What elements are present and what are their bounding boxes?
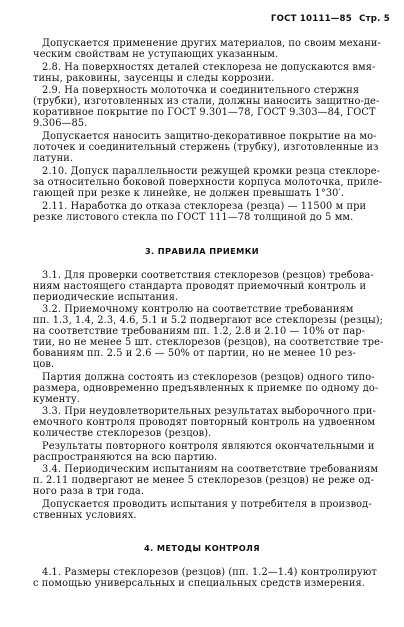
text-line: 3.4. Периодическим испытаниям на соответствие требованиям — [42, 464, 379, 475]
text-line: ниям настоящего стандарта проводят приемочный контроль и — [33, 281, 367, 292]
text-line: лоточек и соединительный стержень (трубку), изготовленные из — [33, 142, 379, 153]
section-heading: 4. МЕТОДЫ КОНТРОЛЯ — [144, 543, 260, 553]
text-line: бованиям пп. 2.5 и 2.6 — 50% от партии, но не менее 10 рез- — [33, 348, 356, 359]
text-line: п. 2.11 подвергают не менее 5 стеклорезов (резцов) не реже од- — [33, 475, 374, 486]
text-line: Допускается наносить защитно-декоративное покрытие на мо- — [42, 131, 377, 142]
text-line: (трубки), изготовленных из стали, должны наносить защитно-де- — [33, 96, 380, 107]
text-line: гающей при резке к линейке, не должен превышать 1°30′. — [33, 188, 345, 199]
text-line: Партия должна состоять из стеклорезов (резцов) одного типо- — [42, 372, 375, 383]
text-line: 4.1. Размеры стеклорезов (резцов) (пп. 1.2—1.4) контролируют — [42, 567, 377, 578]
page-header — [267, 14, 390, 24]
text-line: латуни. — [33, 153, 74, 164]
text-line: на соответствие требованиям пп. 1.2, 2.8 и 2.10 — 10% от пар- — [33, 326, 366, 337]
text-line: 2.11. Наработка до отказа стеклореза (резца) — 11500 м при — [42, 201, 367, 212]
text-line: 2.8. На поверхностях деталей стеклореза не допускаются вмя- — [42, 62, 376, 73]
text-line: 2.9. На поверхность молоточка и соединительного стержня — [42, 85, 360, 96]
text-line: периодические испытания. — [33, 292, 179, 303]
text-line: с помощью универсальных и специальных средств измерения. — [33, 578, 365, 589]
text-line: 3.1. Для проверки соответствия стеклорезов (резцов) требова- — [42, 270, 374, 281]
text-line: емочного контроля проводят повторный контроль на удвоенном — [33, 417, 376, 428]
text-line: размера, одновременно предъявленных к приемке по одному до- — [33, 383, 379, 394]
page-number: Стр. 5 — [359, 14, 390, 24]
text-line: ного раза в три года. — [33, 486, 145, 497]
text-line: 3.2. Приемочному контролю на соответствие требованиям — [42, 304, 354, 315]
text-line: 9.306—85. — [33, 118, 88, 129]
text-line: ственных условиях. — [33, 510, 137, 521]
text-line: пп. 1.3, 1.4, 2.3, 4.6, 5.1 и 5.2 подвергают все стеклорезы (резцы); — [33, 315, 384, 326]
text-line: тины, раковины, заусенцы и следы коррозии. — [33, 73, 275, 84]
text-line: 3.3. При неудовлетворительных результатах выборочного при- — [42, 406, 376, 417]
text-line: Результаты повторного контроля являются окончательными и — [42, 441, 375, 452]
text-line: резке листового стекла по ГОСТ 111—78 толщиной до 5 мм. — [33, 212, 354, 223]
text-line: Допускается проводить испытания у потребителя в производ- — [42, 499, 372, 510]
section-heading: 3. ПРАВИЛА ПРИЕМКИ — [144, 246, 260, 256]
text-line: тии, но не менее 5 шт. стеклорезов (резцов), на соответствие тре- — [33, 337, 384, 348]
text-line: Допускается применение других материалов, по своим механи- — [42, 38, 381, 49]
text-line: количестве стеклорезов (резцов). — [33, 428, 212, 439]
text-line: коративное покрытие по ГОСТ 9.301—78, ГОСТ 9.303—84, ГОСТ — [33, 107, 376, 118]
text-line: распространяются на всю партию. — [33, 452, 218, 463]
text-line: цов. — [33, 359, 55, 370]
text-line: 2.10. Допуск параллельности режущей кромки резца стеклоре- — [42, 166, 381, 177]
text-line: ческим свойствам не уступающих указанным. — [33, 49, 279, 60]
text-line: кументу. — [33, 394, 80, 405]
text-line: за относительно боковой поверхности корпуса молоточка, приле- — [33, 177, 383, 188]
standard-number: ГОСТ 10111—85 — [270, 14, 352, 24]
